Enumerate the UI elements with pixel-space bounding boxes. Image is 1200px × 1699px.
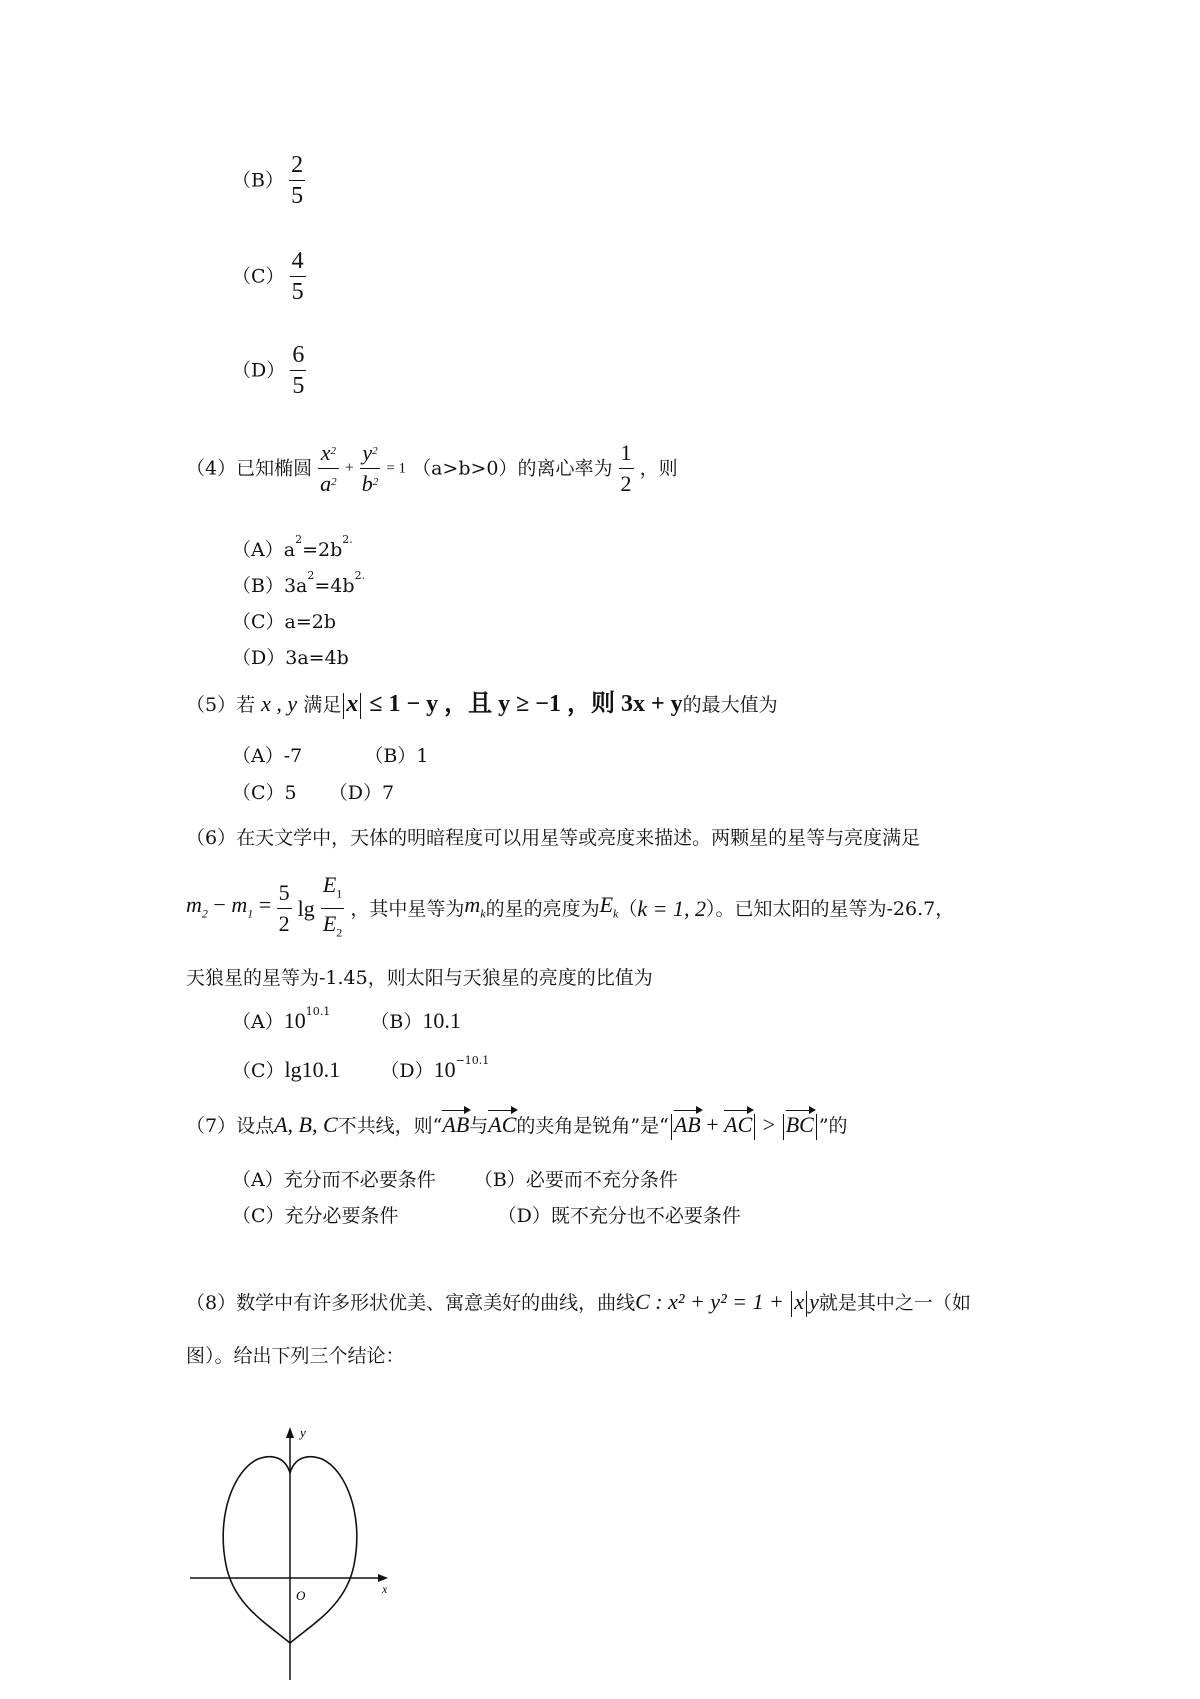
exponent: 2 (372, 445, 378, 457)
x-squared-over-a-squared (318, 440, 339, 497)
option-text: 10 (433, 1057, 456, 1082)
q7-question (186, 1113, 848, 1140)
q3-option-c (232, 248, 306, 305)
fraction (290, 342, 306, 399)
curve-equation: C : x² + y² = 1 + (635, 1289, 790, 1314)
q7-suffix: ”的 (818, 1115, 848, 1137)
q4-option-b (232, 571, 365, 598)
option-label: （D） (497, 1205, 551, 1227)
abs-x: x (794, 1289, 805, 1314)
vector-ab: AB (673, 1112, 701, 1137)
q4-question (186, 440, 678, 497)
five-halves: $\frac{5}{2}$ (278, 880, 290, 937)
option-text: a (283, 539, 296, 561)
gt-sign: > (757, 1112, 781, 1137)
a-var: a (320, 471, 332, 496)
denominator: 2 (620, 471, 632, 496)
option-text: =4b (314, 575, 355, 597)
q5-options-row1 (232, 741, 428, 768)
option-text: 1 (416, 745, 429, 767)
exponent: 2 (330, 445, 337, 457)
option-label: （C） (232, 1060, 285, 1082)
vector-bc: BC (785, 1112, 814, 1137)
plus-sign: + (700, 1112, 725, 1137)
q7-options-row1 (232, 1165, 678, 1192)
m-k: $m_k$ (464, 891, 486, 921)
q4-option-d (232, 643, 349, 670)
vector-ac: AC (724, 1112, 753, 1137)
option-label: （B） (232, 169, 284, 192)
option-text: 充分必要条件 (284, 1205, 399, 1227)
option-text: 3a=4b (285, 647, 349, 669)
q5-options-row2 (232, 778, 394, 805)
vector-ac: AC (488, 1112, 517, 1137)
q6-text: 的星的亮度为 (485, 897, 600, 920)
q4-option-c (232, 607, 336, 634)
q5-condition: ≤ 1 − y ，且 y ≥ −1 ，则 3x + y (369, 691, 683, 717)
q4-condition: （a>b>0）的离心率为 (412, 457, 613, 480)
q5-prefix: （5）若 (186, 694, 256, 716)
option-text: 必要而不充分条件 (525, 1169, 678, 1191)
abs-bar (783, 1114, 784, 1140)
numerator: 4 (290, 248, 306, 277)
option-label: （A） (232, 745, 284, 767)
option-text: 充分而不必要条件 (283, 1169, 436, 1191)
formula-lhs: $m_2 - m_1$ = (186, 891, 277, 921)
abs-bar (806, 1291, 807, 1317)
q8-suffix: 就是其中之一（如 (818, 1292, 971, 1314)
one-half (619, 440, 634, 497)
y-axis-arrow (286, 1427, 294, 1438)
e-k: $E_k$ (599, 891, 619, 921)
option-label: （A） (232, 1169, 284, 1191)
option-label: （B） (473, 1169, 526, 1191)
q4-suffix: ，则 (639, 457, 678, 480)
q5-question (186, 692, 778, 719)
abs-bar (671, 1114, 672, 1140)
option-label: （D） (232, 359, 286, 382)
abs-x: x (346, 691, 359, 717)
abs-bar (754, 1114, 755, 1140)
q6-text: （ (618, 897, 638, 920)
option-text: -7 (283, 745, 303, 767)
option-text: 10.1 (422, 1008, 461, 1033)
plus-sign: + (344, 459, 354, 477)
denominator: 5 (291, 279, 304, 305)
fig-origin-label: O (296, 1588, 306, 1603)
abs-bar (791, 1291, 792, 1317)
option-text: a=2b (284, 611, 337, 633)
fraction (290, 248, 306, 305)
q7-text: 与 (469, 1115, 489, 1137)
b-var: b (361, 471, 373, 496)
option-label: （C） (232, 265, 285, 288)
abs-bar (816, 1114, 817, 1140)
denominator: 5 (291, 183, 304, 209)
abs-bar (343, 693, 344, 719)
numerator: 2 (289, 152, 305, 181)
q7-prefix: （7）设点 (186, 1115, 275, 1137)
option-text: lg10.1 (284, 1057, 341, 1082)
exponent: 2. (354, 569, 366, 582)
exponent: 2 (331, 476, 337, 488)
fraction (289, 152, 305, 209)
vector-ab: AB (442, 1112, 470, 1137)
fig-y-label: y (300, 1425, 306, 1440)
option-label: （C） (232, 782, 285, 804)
heart-curve-figure (186, 1415, 396, 1685)
option-text: 3a (283, 575, 308, 597)
option-text: 7 (381, 782, 395, 804)
q6-text: ，其中星等为 (350, 897, 465, 920)
q6-options-row2 (232, 1056, 489, 1083)
option-label: （C） (232, 611, 285, 633)
q4-prefix: （4）已知椭圆 (186, 457, 313, 480)
q4-option-a (232, 535, 353, 562)
q5-mid: 满足 (303, 694, 342, 716)
q6-line2 (186, 872, 954, 946)
q6-options-row1 (232, 1007, 461, 1034)
q8-prefix: （8）数学中有许多形状优美、寓意美好的曲线，曲线 (186, 1292, 636, 1314)
q7-options-row2 (232, 1201, 741, 1228)
option-text: 10 (283, 1008, 306, 1033)
k-range: k = 1, 2 (637, 895, 707, 921)
option-label: （C） (232, 1205, 285, 1227)
lg-operator: lg (297, 895, 315, 921)
option-label: （B） (364, 745, 417, 767)
exponent: 2. (342, 533, 353, 546)
x-var: x (320, 440, 331, 465)
option-text: 5 (284, 782, 297, 804)
option-text: =2b (302, 539, 343, 561)
q8-line1 (186, 1290, 971, 1317)
denominator: 5 (292, 373, 305, 399)
abs-bar (360, 693, 361, 719)
exponent: 10.1 (305, 1005, 331, 1018)
numerator: 6 (290, 342, 306, 371)
q5-suffix: 的最大值为 (682, 694, 778, 716)
fig-x-label: x (382, 1582, 388, 1596)
exponent: 2 (295, 533, 303, 546)
option-label: （D） (380, 1060, 434, 1082)
q6-line3: 天狼星的星等为-1.45，则太阳与天狼星的亮度的比值为 (186, 967, 653, 989)
equals-one: = 1 (386, 460, 407, 477)
e1-over-e2: $\frac{E_1}{E_2}$ (322, 872, 343, 940)
option-label: （D） (232, 647, 286, 669)
q7-text: 的夹角是锐角”是“ (516, 1115, 669, 1137)
q3-option-d (232, 342, 306, 399)
xy-vars: x , y (261, 691, 298, 716)
q8-line2: 图）。给出下列三个结论： (186, 1345, 405, 1367)
y-squared-over-b-squared (360, 440, 381, 497)
option-label: （B） (370, 1011, 423, 1033)
y-var: y (809, 1289, 819, 1314)
points: A, B, C (274, 1112, 338, 1137)
exponent: −10.1 (455, 1054, 490, 1067)
numerator: 1 (619, 440, 634, 469)
y-var: y (362, 440, 373, 465)
q6-line1: （6）在天文学中，天体的明暗程度可以用星等或亮度来描述。两颗星的星等与亮度满足 (186, 827, 921, 849)
option-label: （B） (232, 575, 284, 597)
option-label: （A） (232, 539, 284, 561)
exponent: 2 (307, 569, 315, 582)
q7-text: 不共线，则“ (337, 1115, 443, 1137)
exponent: 2 (372, 476, 379, 488)
option-text: 既不充分也不必要条件 (550, 1205, 741, 1227)
x-axis-arrow (378, 1574, 388, 1582)
option-label: （D） (328, 782, 382, 804)
q6-text: ）。已知太阳的星等为-26.7， (706, 897, 955, 920)
option-label: （A） (232, 1011, 284, 1033)
q3-option-b (232, 152, 305, 209)
